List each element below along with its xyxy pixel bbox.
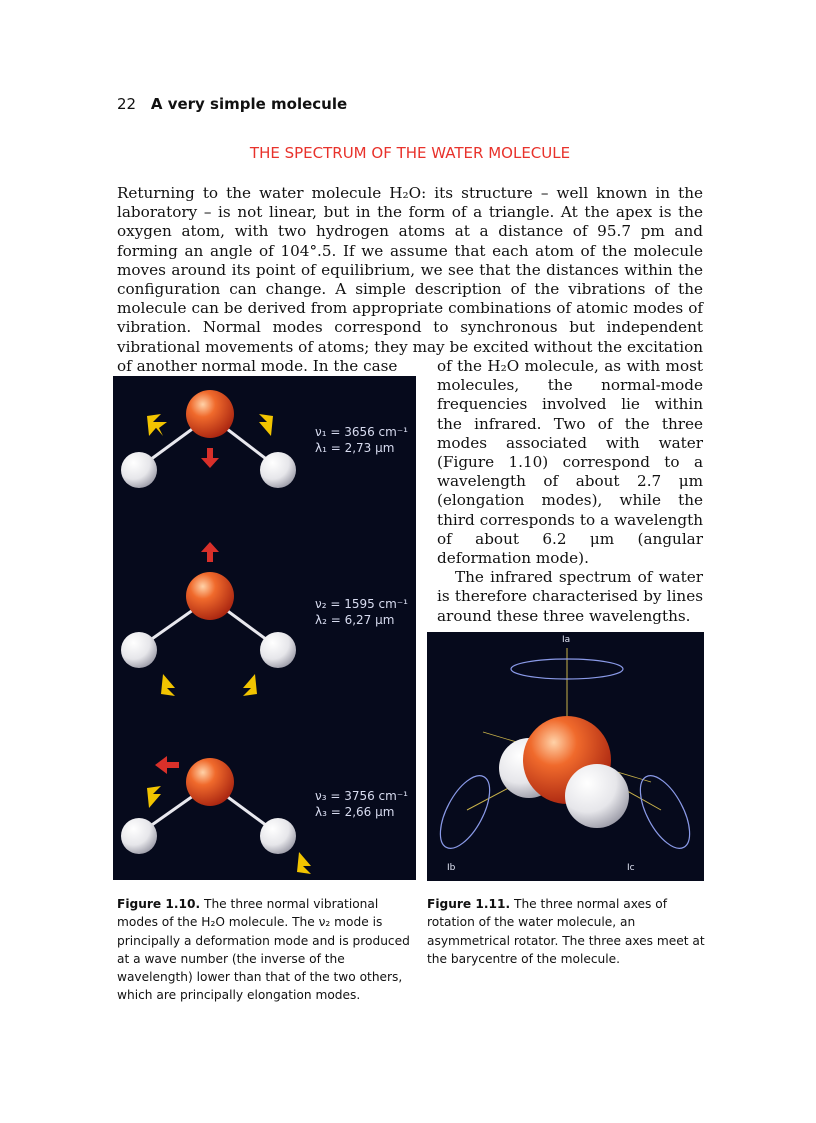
paragraph-text: Returning to the water molecule H₂O: its structure – well known in the laboratory – is not linear, but in the form of a triangle. At the apex is the oxygen atom, with two hydrogen atoms at a distance of 95.7 pm and forming an angle of 104°.5. If we assume that each atom of the molecule moves around its point of equilibrium, we see that the distances within the configuration can change. A simple description of the vibrations of the molecule can be derived from appropriate combinations of atomic modes of vibration. Normal modes correspond to synchronous but independent vibrational movements of atoms; they may be excited without the excitation of another normal mode. In the case: [117, 184, 703, 375]
oxygen-atom: [186, 758, 234, 806]
body-paragraph-2: [437, 357, 703, 626]
axis-a-label: Ia: [562, 635, 571, 645]
arrow-icon: [259, 414, 273, 436]
body-paragraph-1: [117, 184, 703, 376]
mode-2-molecule: [121, 542, 296, 696]
figure-1-11-caption: [427, 895, 707, 968]
mode-2-wavenumber: ν₂ = 1595 cm⁻¹: [315, 597, 408, 611]
arrow-icon: [161, 674, 175, 696]
axis-b-ring: [430, 768, 499, 856]
axis-c-ring: [630, 768, 699, 856]
hydrogen-atom: [260, 818, 296, 854]
mode-1-molecule: [121, 390, 296, 488]
arrow-icon: [297, 852, 311, 874]
rotation-diagram: [427, 632, 704, 881]
paragraph-text: The infrared spectrum of water is therefore characterised by lines around these three wavelengths.: [437, 568, 703, 625]
axis-c-label: Ic: [627, 863, 635, 873]
mode-3-molecule: [121, 756, 311, 874]
hydrogen-atom: [260, 452, 296, 488]
arrow-icon: [147, 786, 161, 808]
axis-b-label: Ib: [447, 863, 456, 873]
hydrogen-atom: [260, 632, 296, 668]
figure-1-10-caption: [117, 895, 422, 1005]
arrow-icon: [243, 674, 257, 696]
caption-text: The three normal axes of rotation of the water molecule, an asymmetrical rotator. The three axes meet at the barycentre of the molecule.: [427, 897, 705, 966]
mode-3-wavenumber: ν₃ = 3756 cm⁻¹: [315, 789, 408, 803]
hydrogen-atom: [121, 818, 157, 854]
page-number: 22: [117, 95, 137, 113]
running-header: [117, 95, 347, 113]
running-title: A very simple molecule: [150, 95, 348, 113]
arrow-icon: [155, 756, 179, 774]
hydrogen-atom: [121, 452, 157, 488]
mode-3-wavelength: λ₃ = 2,66 μm: [315, 805, 395, 819]
oxygen-atom: [186, 390, 234, 438]
arrow-icon: [201, 542, 219, 562]
caption-label: Figure 1.11.: [427, 897, 511, 911]
mode-1-wavenumber: ν₁ = 3656 cm⁻¹: [315, 425, 408, 439]
mode-2-wavelength: λ₂ = 6,27 μm: [315, 613, 395, 627]
arrow-icon: [201, 448, 219, 468]
hydrogen-atom: [565, 764, 629, 828]
paragraph-text: of the H₂O molecule, as with most molecules, the normal-mode frequencies involved lie within the infrared. Two of the three modes associated with water (Figure 1.10) correspond to a wavelength of about 2.7 μm (elongation modes), while the third corresponds to a wavelength of about 6.2 μm (angular deformation mode).: [437, 357, 703, 568]
caption-text: The three normal vibrational modes of the H₂O molecule. The ν₂ mode is principally a deformation mode and is produced at a wave number (the inverse of the wavelength) lower than that of the two others, which are principally elongation modes.: [117, 897, 410, 1003]
oxygen-atom: [186, 572, 234, 620]
figure-rotation-axes: [427, 632, 704, 881]
vibration-diagram: [113, 376, 416, 880]
hydrogen-atom: [121, 632, 157, 668]
caption-label: Figure 1.10.: [117, 897, 201, 911]
figure-vibrational-modes: [113, 376, 416, 880]
mode-1-wavelength: λ₁ = 2,73 μm: [315, 441, 395, 455]
section-title: THE SPECTRUM OF THE WATER MOLECULE: [249, 144, 571, 162]
